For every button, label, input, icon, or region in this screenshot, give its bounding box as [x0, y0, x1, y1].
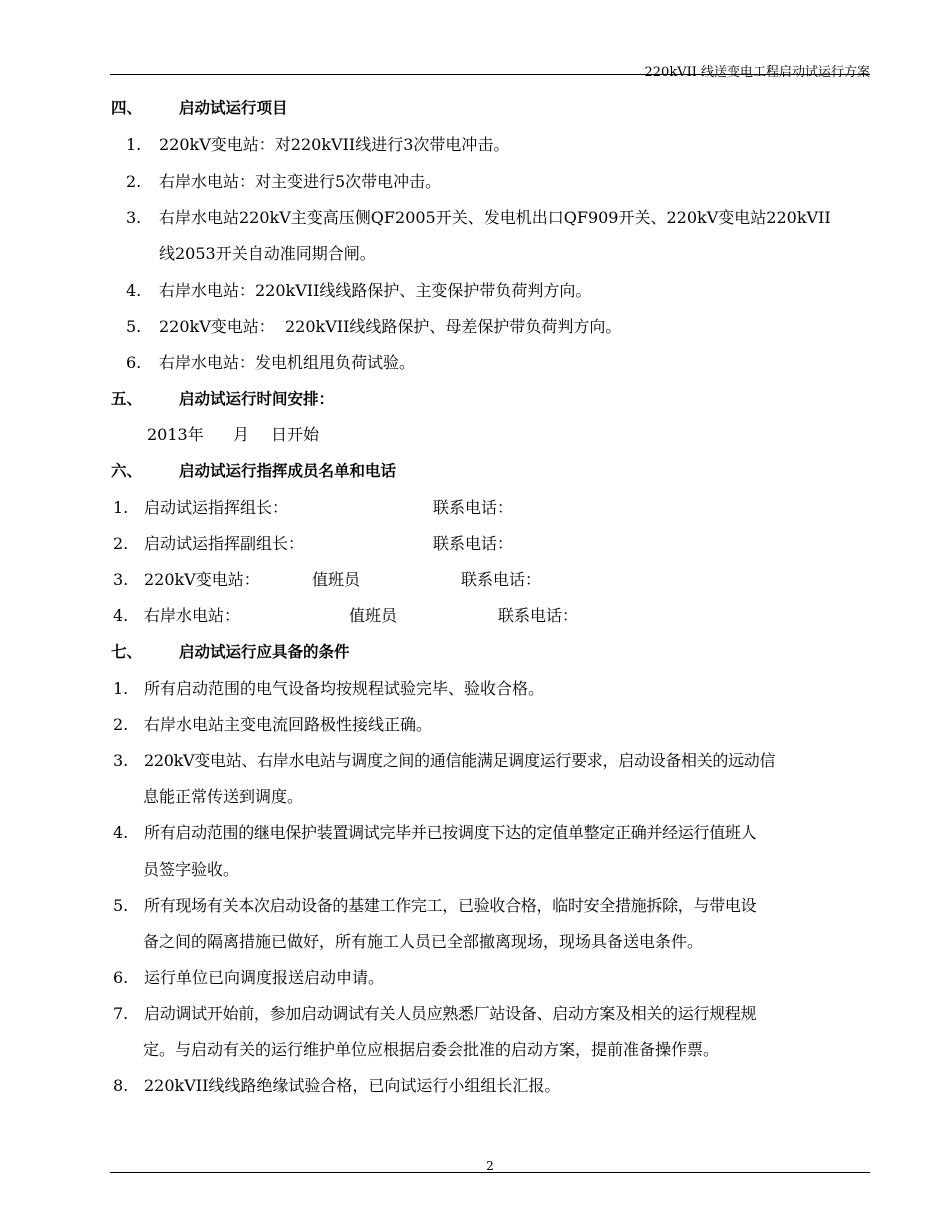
item-text: 右岸水电站：220kVII线线路保护、主变保护带负荷判方向。: [159, 281, 592, 300]
member-phone-label: 联系电话：: [498, 606, 579, 625]
item-number: 2.: [113, 715, 129, 734]
section-title: 启动试运行指挥成员名单和电话: [179, 462, 397, 480]
item-text: 运行单位已向调度报送启动申请。: [144, 968, 385, 987]
running-header: 220kVII 线送变电工程启动试运行方案: [644, 65, 870, 80]
section-number: 四、: [111, 99, 143, 117]
item-number: 1.: [126, 135, 142, 154]
item-text: 右岸水电站220kV主变高压侧QF2005开关、发电机出口QF909开关、220kV变电站220kVII: [159, 208, 831, 227]
item-text: 220kV变电站、右岸水电站与调度之间的通信能满足调度运行要求，启动设备相关的远动信: [144, 751, 776, 770]
item-number: 3.: [113, 570, 129, 589]
item-continuation: 息能正常传送到调度。: [143, 787, 304, 806]
item-number: 5.: [113, 896, 129, 915]
item-number: 1.: [113, 679, 129, 698]
date-year: 2013年: [147, 425, 204, 444]
page-number: 2: [486, 1159, 494, 1173]
member-role: 启动试运指挥副组长：: [144, 534, 305, 553]
date-day: 日开始: [271, 425, 320, 444]
section-number: 五、: [111, 390, 143, 408]
section-title: 启动试运行应具备的条件: [179, 643, 350, 661]
item-number: 2.: [113, 534, 129, 553]
member-role: 启动试运指挥组长：: [144, 498, 289, 517]
item-number: 4.: [126, 281, 142, 300]
section-number: 七、: [111, 643, 143, 661]
item-text: 所有启动范围的电气设备均按规程试验完毕、验收合格。: [144, 679, 545, 698]
item-continuation: 定。与启动有关的运行维护单位应根据启委会批准的启动方案，提前准备操作票。: [143, 1040, 720, 1059]
item-continuation: 员签字验收。: [143, 860, 240, 879]
header-rule: [110, 74, 870, 75]
item-text: 220kV变电站：对220kVII线进行3次带电冲击。: [159, 135, 510, 154]
member-phone-label: 联系电话：: [433, 498, 514, 517]
footer-rule: [110, 1172, 870, 1173]
item-text: 220kVII线线路绝缘试验合格，已向试运行小组组长汇报。: [144, 1076, 561, 1095]
section-number: 六、: [111, 462, 143, 480]
member-role: 右岸水电站：: [144, 606, 241, 625]
item-text: 220kV变电站： 220kVII线线路保护、母差保护带负荷判方向。: [159, 317, 622, 336]
member-duty: 值班员: [312, 570, 361, 589]
item-continuation: 线2053开关自动准同期合闸。: [159, 244, 376, 263]
item-text: 右岸水电站主变电流回路极性接线正确。: [144, 715, 433, 734]
item-number: 6.: [113, 968, 129, 987]
section-title: 启动试运行时间安排：: [179, 390, 335, 408]
item-text: 右岸水电站：发电机组甩负荷试验。: [159, 353, 416, 372]
item-number: 5.: [126, 317, 142, 336]
item-number: 4.: [113, 606, 129, 625]
item-number: 1.: [113, 498, 129, 517]
section-title: 启动试运行项目: [179, 99, 288, 117]
item-text: 右岸水电站：对主变进行5次带电冲击。: [159, 172, 442, 191]
item-text: 启动调试开始前，参加启动调试有关人员应熟悉厂站设备、启动方案及相关的运行规程规: [144, 1004, 757, 1023]
member-role: 220kV变电站：: [144, 570, 260, 589]
date-month: 月: [233, 425, 250, 444]
item-continuation: 备之间的隔离措施已做好，所有施工人员已全部撤离现场，现场具备送电条件。: [143, 932, 704, 951]
item-number: 3.: [113, 751, 129, 770]
item-text: 所有启动范围的继电保护装置调试完毕并已按调度下达的定值单整定正确并经运行值班人: [144, 823, 757, 842]
item-text: 所有现场有关本次启动设备的基建工作完工，已验收合格，临时安全措施拆除，与带电设: [144, 896, 757, 915]
member-phone-label: 联系电话：: [433, 534, 514, 553]
item-number: 4.: [113, 823, 129, 842]
item-number: 8.: [113, 1076, 129, 1095]
item-number: 7.: [113, 1004, 129, 1023]
item-number: 2.: [126, 172, 142, 191]
member-duty: 值班员: [349, 606, 398, 625]
item-number: 6.: [126, 353, 142, 372]
member-phone-label: 联系电话：: [461, 570, 542, 589]
item-number: 3.: [126, 208, 142, 227]
